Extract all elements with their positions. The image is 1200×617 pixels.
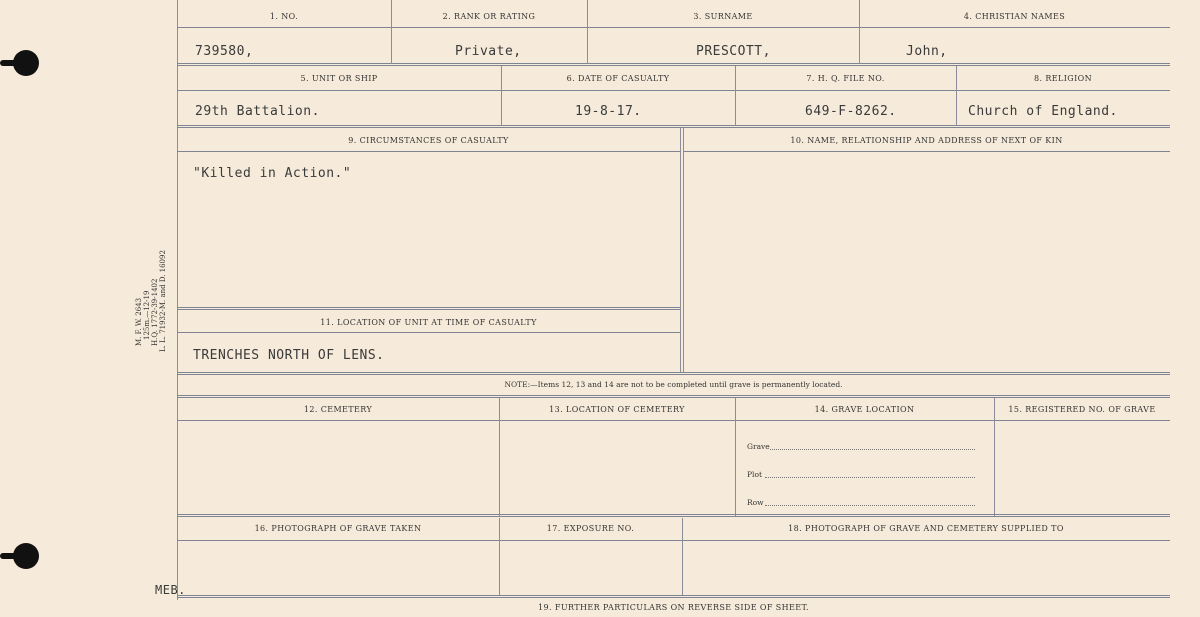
row5-top-rule — [177, 514, 1170, 517]
header-rank: 2. RANK OR RATING — [442, 12, 536, 21]
row2-bottom-rule — [177, 125, 1170, 128]
row1-bottom-rule — [177, 63, 1170, 66]
row5-bottom-rule — [177, 595, 1170, 598]
print-info-line-4: L. L. 71932-M. and D. 16092 — [159, 250, 167, 352]
header-registered-number: 15. REGISTERED NO. OF GRAVE — [1008, 405, 1156, 414]
header-surname: 3. SURNAME — [693, 12, 753, 21]
value-date: 19-8-17. — [575, 104, 642, 119]
header-cemetery-location: 13. LOCATION OF CEMETERY — [549, 405, 685, 414]
row-field-label: Row — [747, 498, 764, 507]
print-info-line-2: 125m.—12-19 — [143, 290, 151, 340]
value-rank: Private, — [455, 44, 522, 59]
value-unit: 29th Battalion. — [195, 104, 320, 119]
row4-divider-2 — [735, 398, 736, 516]
row-field-line — [765, 505, 975, 506]
print-info-line-3: H.Q. 1772-39-1402 — [151, 278, 159, 346]
value-surname: PRESCOTT, — [696, 44, 771, 59]
punch-hole-bar-top — [0, 60, 22, 66]
header-photograph-supplied: 18. PHOTOGRAPH OF GRAVE AND CEMETERY SUPPLIED TO — [788, 524, 1064, 533]
header-location: 11. LOCATION OF UNIT AT TIME OF CASUALTY — [320, 318, 537, 327]
row4-header-rule — [177, 420, 1170, 421]
row5-header-rule — [177, 540, 1170, 541]
header-exposure: 17. EXPOSURE NO. — [546, 524, 635, 533]
row1-divider-1 — [391, 0, 392, 64]
value-file-number: 649-F-8262. — [805, 104, 897, 119]
value-christian-names: John, — [906, 44, 948, 59]
note-top-rule — [177, 372, 1170, 375]
row3-divider — [680, 128, 681, 372]
clerk-initials: MEB. — [155, 583, 186, 597]
row1-header-rule — [177, 27, 1170, 28]
note-text: NOTE:—Items 12, 13 and 14 are not to be completed until grave is permanently located. — [504, 380, 843, 389]
header-circumstances: 9. CIRCUMSTANCES OF CASUALTY — [348, 136, 509, 145]
row1-divider-2 — [587, 0, 588, 64]
row1-divider-3 — [859, 0, 860, 64]
header-date: 6. DATE OF CASUALTY — [566, 74, 670, 83]
value-circumstances: "Killed in Action." — [193, 166, 352, 181]
header-next-of-kin: 10. NAME, RELATIONSHIP AND ADDRESS OF NEXT OF KIN — [790, 136, 1063, 145]
header-religion: 8. RELIGION — [1033, 74, 1093, 83]
row2-header-rule — [177, 90, 1170, 91]
location-header-rule — [177, 332, 680, 333]
grave-field-line — [770, 449, 975, 450]
circumstances-header-rule — [177, 151, 680, 152]
print-info-line-1: M. F. W. 2643 — [135, 297, 143, 346]
grave-field-label: Grave — [747, 442, 770, 451]
location-top-rule — [177, 307, 680, 310]
header-cemetery: 12. CEMETERY — [303, 405, 373, 414]
header-christian-names: 4. CHRISTIAN NAMES — [963, 12, 1066, 21]
header-file: 7. H. Q. FILE NO. — [806, 74, 885, 83]
punch-hole-bar-bottom — [0, 553, 22, 559]
header-grave-location: 14. GRAVE LOCATION — [814, 405, 915, 414]
row4-divider-1 — [499, 398, 500, 516]
footer-further-particulars: 19. FURTHER PARTICULARS ON REVERSE SIDE OF SHEET. — [538, 603, 809, 612]
plot-field-label: Plot — [747, 470, 762, 479]
value-service-number: 739580, — [195, 44, 254, 59]
value-location: TRENCHES NORTH OF LENS. — [193, 348, 385, 363]
header-unit: 5. UNIT OR SHIP — [300, 74, 378, 83]
kin-header-rule — [683, 151, 1170, 152]
row3-divider-b — [683, 128, 684, 372]
header-photograph: 16. PHOTOGRAPH OF GRAVE TAKEN — [254, 524, 422, 533]
row4-divider-3 — [994, 398, 995, 516]
header-no: 1. NO. — [269, 12, 299, 21]
note-bottom-rule — [177, 395, 1170, 398]
value-religion: Church of England. — [968, 104, 1118, 119]
plot-field-line — [765, 477, 975, 478]
